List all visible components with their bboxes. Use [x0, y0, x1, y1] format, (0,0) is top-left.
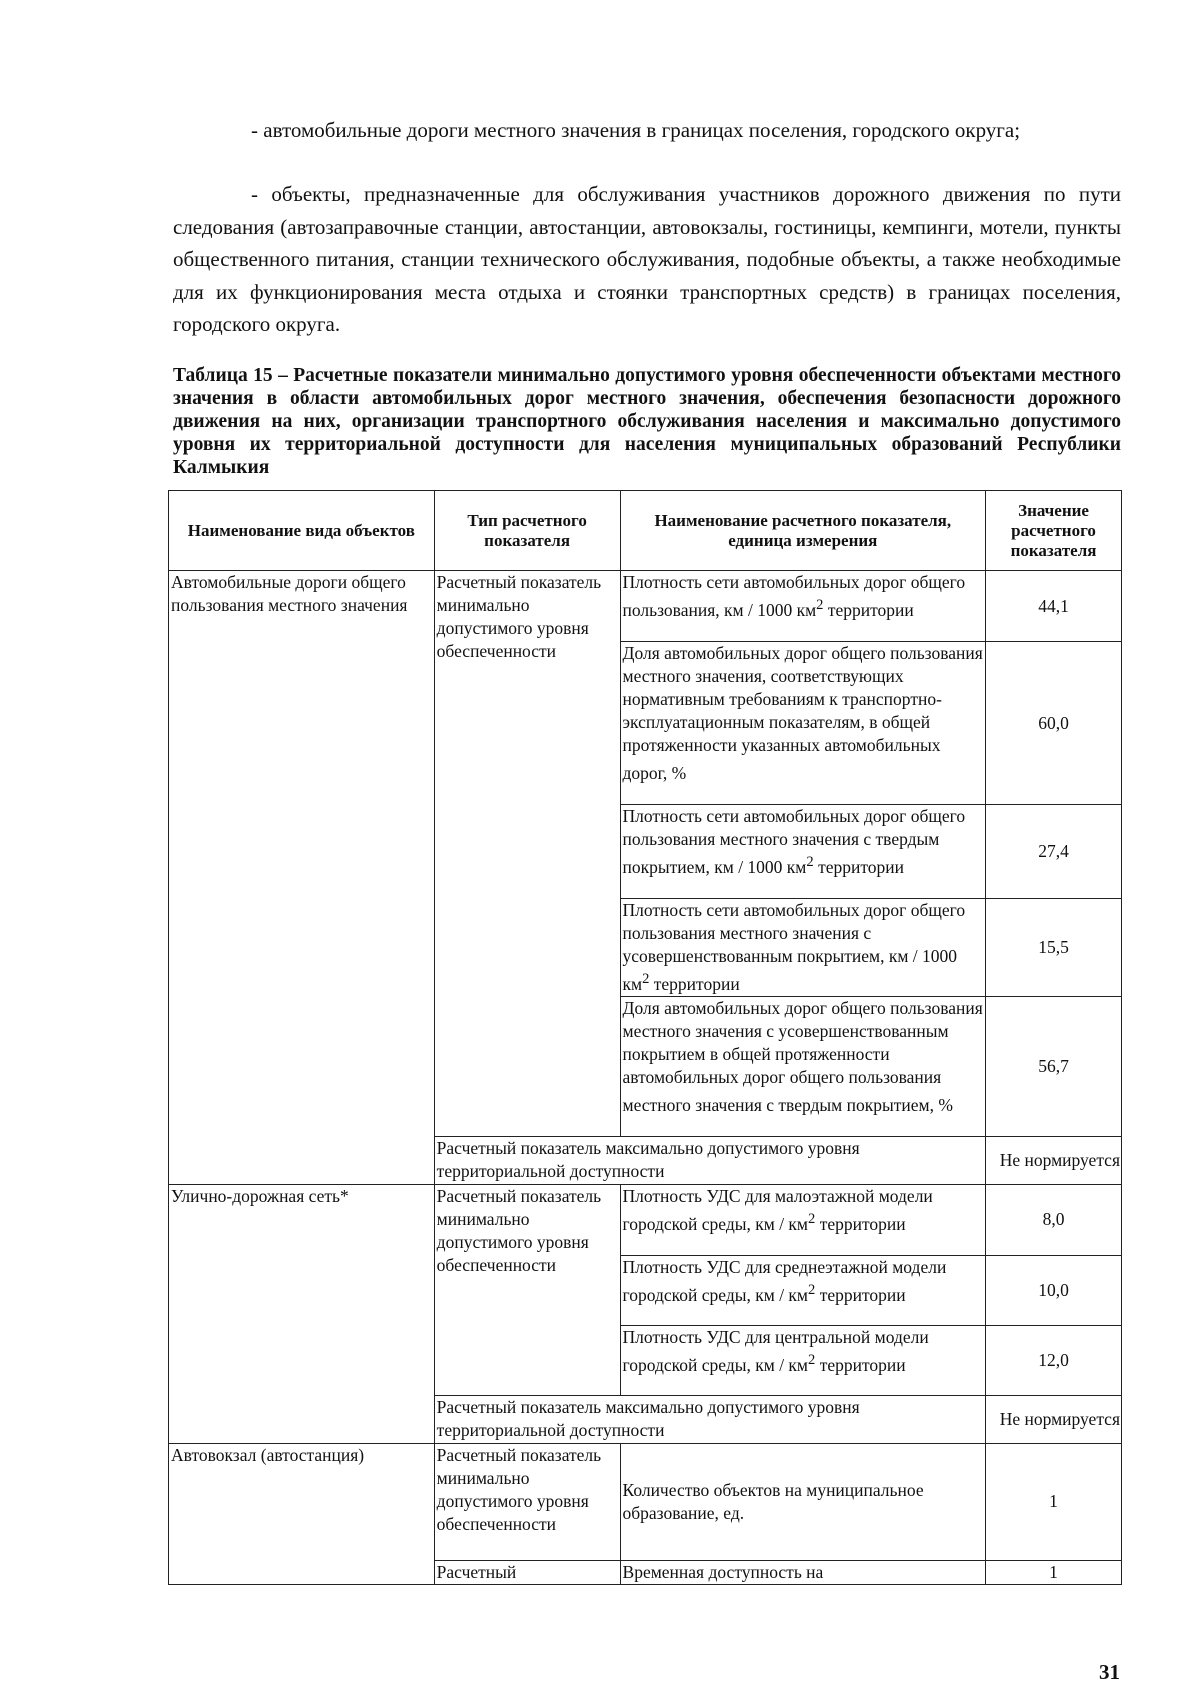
- indicator-name-cell: Плотность УДС для центральной модели городской среды, км / $км^2$ территории: [620, 1325, 986, 1395]
- indicator-name-cell: Плотность сети автомобильных дорог общего пользования местного значения с усовершенствованным покрытием, км / 1000 $км^2$ территории: [620, 899, 986, 997]
- indicator-value-cell: 12,0: [986, 1325, 1122, 1395]
- paragraph-roads: - автомобильные дороги местного значения в границах поселения, городского округа;: [251, 118, 1021, 142]
- indicators-table: [168, 490, 1122, 1585]
- indicator-name-cell: Количество объектов на муниципальное образование, ед.: [620, 1443, 986, 1560]
- indicator-name-cell: Плотность УДС для среднеэтажной модели городской среды, км / $км^2$ территории: [620, 1255, 986, 1325]
- header-indicator-name: Наименование расчетного показателя, единица измерения: [620, 491, 986, 571]
- header-indicator-type: Тип расчетного показателя: [434, 491, 620, 571]
- indicator-value-cell: Не нормируется: [986, 1395, 1122, 1443]
- table-row: [169, 571, 1122, 642]
- indicator-value-cell: Не нормируется: [986, 1136, 1122, 1184]
- table-header-row: [169, 491, 1122, 571]
- indicator-value-cell: 10,0: [986, 1255, 1122, 1325]
- object-name-cell: Улично-дорожная сеть*: [169, 1184, 435, 1443]
- object-name-cell: Автомобильные дороги общего пользования местного значения: [169, 571, 435, 1185]
- paragraph-service-objects: - объекты, предназначенные для обслуживания участников дорожного движения по пути следования (автозаправочные станции, автостанции, автовокзалы, гостиницы, кемпинги, мотели, пункты общественного питания, станции технического обслуживания, подобные объекты, а также необходимые для их функционирования места отдыха и стоянки транспортных средств) в границах поселения, городского округа.: [173, 182, 1121, 336]
- object-name-cell: Автовокзал (автостанция): [169, 1443, 435, 1584]
- indicator-value-cell: 27,4: [986, 805, 1122, 899]
- indicator-value-cell: 15,5: [986, 899, 1122, 997]
- table-caption: Таблица 15 – Расчетные показатели минимально допустимого уровня обеспеченности объектами местного значения в области автомобильных дорог местного значения, обеспечения безопасности дорожного движения на них, организации транспортного обслуживания населения и максимально допустимого уровня их территориальной доступности для населения муниципальных образований Республики Калмыкия: [173, 365, 1121, 478]
- indicator-name-cell: Плотность сети автомобильных дорог общего пользования, км / 1000 $км^2$ территории: [620, 571, 986, 642]
- indicator-value-cell: 60,0: [986, 642, 1122, 805]
- indicator-name-cell: Доля автомобильных дорог общего пользования местного значения, соответствующих нормативным требованиям к транспортно-эксплуатационным показателям, в общей протяженности указанных автомобильных дорог, %: [620, 642, 986, 805]
- indicator-name-cell: Плотность сети автомобильных дорог общего пользования местного значения с твердым покрытием, км / 1000 $км^2$ территории: [620, 805, 986, 899]
- indicator-name-cell: Доля автомобильных дорог общего пользования местного значения с усовершенствованным покрытием в общей протяженности автомобильных дорог общего пользования местного значения с твердым покрытием, %: [620, 996, 986, 1136]
- indicator-type-cell: Расчетный показатель минимально допустимого уровня обеспеченности: [434, 1184, 620, 1395]
- indicator-value-cell: 8,0: [986, 1184, 1122, 1255]
- indicator-value-cell: 1: [986, 1443, 1122, 1560]
- indicator-value-cell: 1: [986, 1560, 1122, 1584]
- indicator-type-cell: Расчетный показатель минимально допустимого уровня обеспеченности: [434, 571, 620, 1137]
- page-number: 31: [1099, 1660, 1120, 1684]
- indicator-name-cell: Временная доступность на: [620, 1560, 986, 1584]
- indicator-value-cell: 56,7: [986, 996, 1122, 1136]
- indicator-type-cell: Расчетный: [434, 1560, 620, 1584]
- indicator-type-cell: Расчетный показатель минимально допустимого уровня обеспеченности: [434, 1443, 620, 1560]
- header-indicator-value: Значение расчетного показателя: [986, 491, 1122, 571]
- indicator-name-cell: Плотность УДС для малоэтажной модели городской среды, км / $км^2$ территории: [620, 1184, 986, 1255]
- table-row: [169, 1443, 1122, 1560]
- max-indicator-cell: Расчетный показатель максимально допустимого уровня территориальной доступности: [434, 1136, 985, 1184]
- table-row: [169, 1184, 1122, 1255]
- indicator-value-cell: 44,1: [986, 571, 1122, 642]
- header-object-type: Наименование вида объектов: [169, 491, 435, 571]
- max-indicator-cell: Расчетный показатель максимально допустимого уровня территориальной доступности: [434, 1395, 985, 1443]
